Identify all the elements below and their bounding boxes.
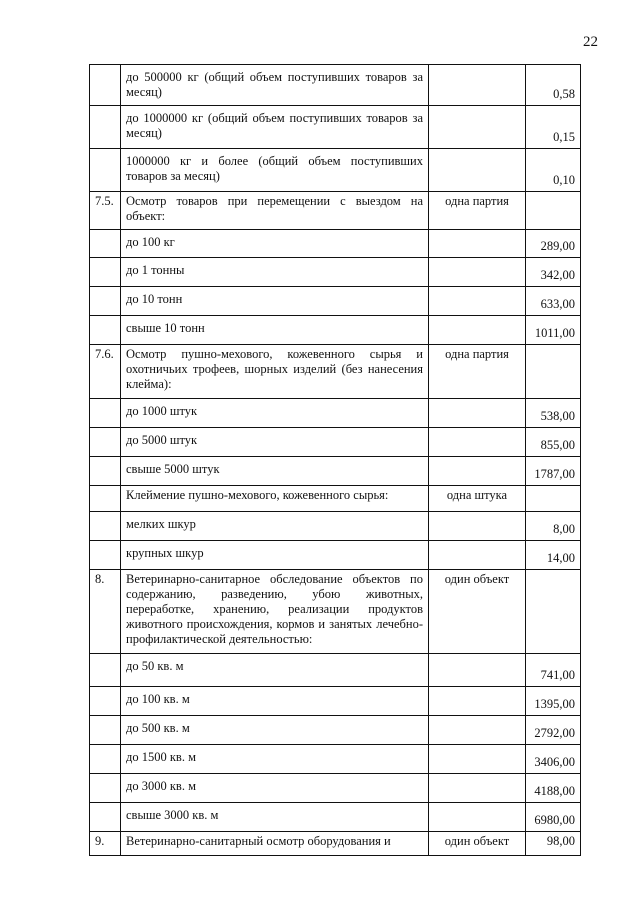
description-cell: до 100 кв. м	[121, 687, 429, 716]
price-cell: 342,00	[526, 258, 581, 287]
unit-cell	[429, 106, 526, 149]
unit-cell	[429, 803, 526, 832]
unit-cell	[429, 512, 526, 541]
section-row	[90, 345, 581, 399]
description-cell: до 3000 кв. м	[121, 774, 429, 803]
description-cell: Ветеринарно-санитарный осмотр оборудования и	[121, 832, 429, 856]
table-row	[90, 457, 581, 486]
section-row	[90, 486, 581, 512]
price-cell: 3406,00	[526, 745, 581, 774]
table-row	[90, 106, 581, 149]
unit-cell	[429, 745, 526, 774]
unit-cell	[429, 65, 526, 106]
price-cell: 2792,00	[526, 716, 581, 745]
description-cell: до 1000 штук	[121, 399, 429, 428]
unit-cell: одна штука	[429, 486, 526, 512]
price-cell: 0,10	[526, 149, 581, 192]
row-number-cell	[90, 428, 121, 457]
table-row	[90, 716, 581, 745]
section-row	[90, 192, 581, 230]
unit-cell	[429, 457, 526, 486]
description-cell: Осмотр пушно-мехового, кожевенного сырья и охотничьих трофеев, шорных изделий (без нанесения клейма):	[121, 345, 429, 399]
price-cell: 6980,00	[526, 803, 581, 832]
description-cell: до 500 кв. м	[121, 716, 429, 745]
price-cell: 0,15	[526, 106, 581, 149]
table-row	[90, 287, 581, 316]
row-number-cell	[90, 287, 121, 316]
description-cell: Клеймение пушно-мехового, кожевенного сырья:	[121, 486, 429, 512]
row-number-cell	[90, 745, 121, 774]
unit-cell	[429, 428, 526, 457]
description-cell: свыше 10 тонн	[121, 316, 429, 345]
price-cell: 1787,00	[526, 457, 581, 486]
price-cell	[526, 570, 581, 654]
unit-cell	[429, 654, 526, 687]
row-number-cell	[90, 774, 121, 803]
price-cell: 1011,00	[526, 316, 581, 345]
table-row	[90, 541, 581, 570]
tariff-table	[89, 64, 581, 856]
description-cell: до 5000 штук	[121, 428, 429, 457]
row-number-cell	[90, 654, 121, 687]
description-cell: крупных шкур	[121, 541, 429, 570]
table-row	[90, 687, 581, 716]
row-number-cell	[90, 230, 121, 258]
table-row	[90, 149, 581, 192]
price-cell: 855,00	[526, 428, 581, 457]
row-number-cell	[90, 106, 121, 149]
row-number-cell	[90, 716, 121, 745]
price-cell: 633,00	[526, 287, 581, 316]
page-number: 22	[583, 34, 598, 50]
price-cell	[526, 192, 581, 230]
price-cell	[526, 486, 581, 512]
unit-cell: один объект	[429, 832, 526, 856]
table-row	[90, 428, 581, 457]
row-number-cell	[90, 803, 121, 832]
row-number-cell: 7.5.	[90, 192, 121, 230]
row-number-cell	[90, 399, 121, 428]
price-cell: 98,00	[526, 832, 581, 856]
description-cell: до 1500 кв. м	[121, 745, 429, 774]
unit-cell	[429, 287, 526, 316]
description-cell: мелких шкур	[121, 512, 429, 541]
tariff-table-body	[90, 65, 581, 856]
price-cell: 1395,00	[526, 687, 581, 716]
description-cell: до 500000 кг (общий объем поступивших товаров за месяц)	[121, 65, 429, 106]
price-cell: 14,00	[526, 541, 581, 570]
unit-cell: один объект	[429, 570, 526, 654]
price-cell: 8,00	[526, 512, 581, 541]
table-row	[90, 803, 581, 832]
table-row	[90, 258, 581, 287]
unit-cell	[429, 716, 526, 745]
row-number-cell	[90, 687, 121, 716]
row-number-cell	[90, 258, 121, 287]
table-row	[90, 65, 581, 106]
unit-cell	[429, 541, 526, 570]
description-cell: до 10 тонн	[121, 287, 429, 316]
unit-cell	[429, 774, 526, 803]
price-cell: 289,00	[526, 230, 581, 258]
row-number-cell	[90, 457, 121, 486]
row-number-cell	[90, 316, 121, 345]
unit-cell	[429, 316, 526, 345]
section-row	[90, 570, 581, 654]
description-cell: до 1000000 кг (общий объем поступивших товаров за месяц)	[121, 106, 429, 149]
unit-cell	[429, 687, 526, 716]
unit-cell	[429, 230, 526, 258]
description-cell: до 100 кг	[121, 230, 429, 258]
price-cell: 0,58	[526, 65, 581, 106]
description-cell: до 50 кв. м	[121, 654, 429, 687]
unit-cell	[429, 149, 526, 192]
row-number-cell: 9.	[90, 832, 121, 856]
row-number-cell	[90, 486, 121, 512]
row-number-cell	[90, 149, 121, 192]
row-number-cell: 7.6.	[90, 345, 121, 399]
description-cell: свыше 5000 штук	[121, 457, 429, 486]
table-row	[90, 399, 581, 428]
unit-cell	[429, 399, 526, 428]
unit-cell: одна партия	[429, 192, 526, 230]
table-row	[90, 745, 581, 774]
table-row	[90, 316, 581, 345]
row-number-cell	[90, 541, 121, 570]
description-cell: Осмотр товаров при перемещении с выездом на объект:	[121, 192, 429, 230]
price-cell	[526, 345, 581, 399]
section-row	[90, 832, 581, 856]
unit-cell	[429, 258, 526, 287]
table-row	[90, 654, 581, 687]
table-row	[90, 230, 581, 258]
description-cell: до 1 тонны	[121, 258, 429, 287]
row-number-cell	[90, 65, 121, 106]
description-cell: свыше 3000 кв. м	[121, 803, 429, 832]
description-cell: 1000000 кг и более (общий объем поступивших товаров за месяц)	[121, 149, 429, 192]
table-row	[90, 512, 581, 541]
row-number-cell	[90, 512, 121, 541]
price-cell: 4188,00	[526, 774, 581, 803]
row-number-cell: 8.	[90, 570, 121, 654]
price-cell: 741,00	[526, 654, 581, 687]
description-cell: Ветеринарно-санитарное обследование объектов по содержанию, разведению, убою животных, переработке, хранению, реализации продуктов животного происхождения, кормов и занятых лечебно-профилактической деятельностью:	[121, 570, 429, 654]
unit-cell: одна партия	[429, 345, 526, 399]
table-row	[90, 774, 581, 803]
price-cell: 538,00	[526, 399, 581, 428]
